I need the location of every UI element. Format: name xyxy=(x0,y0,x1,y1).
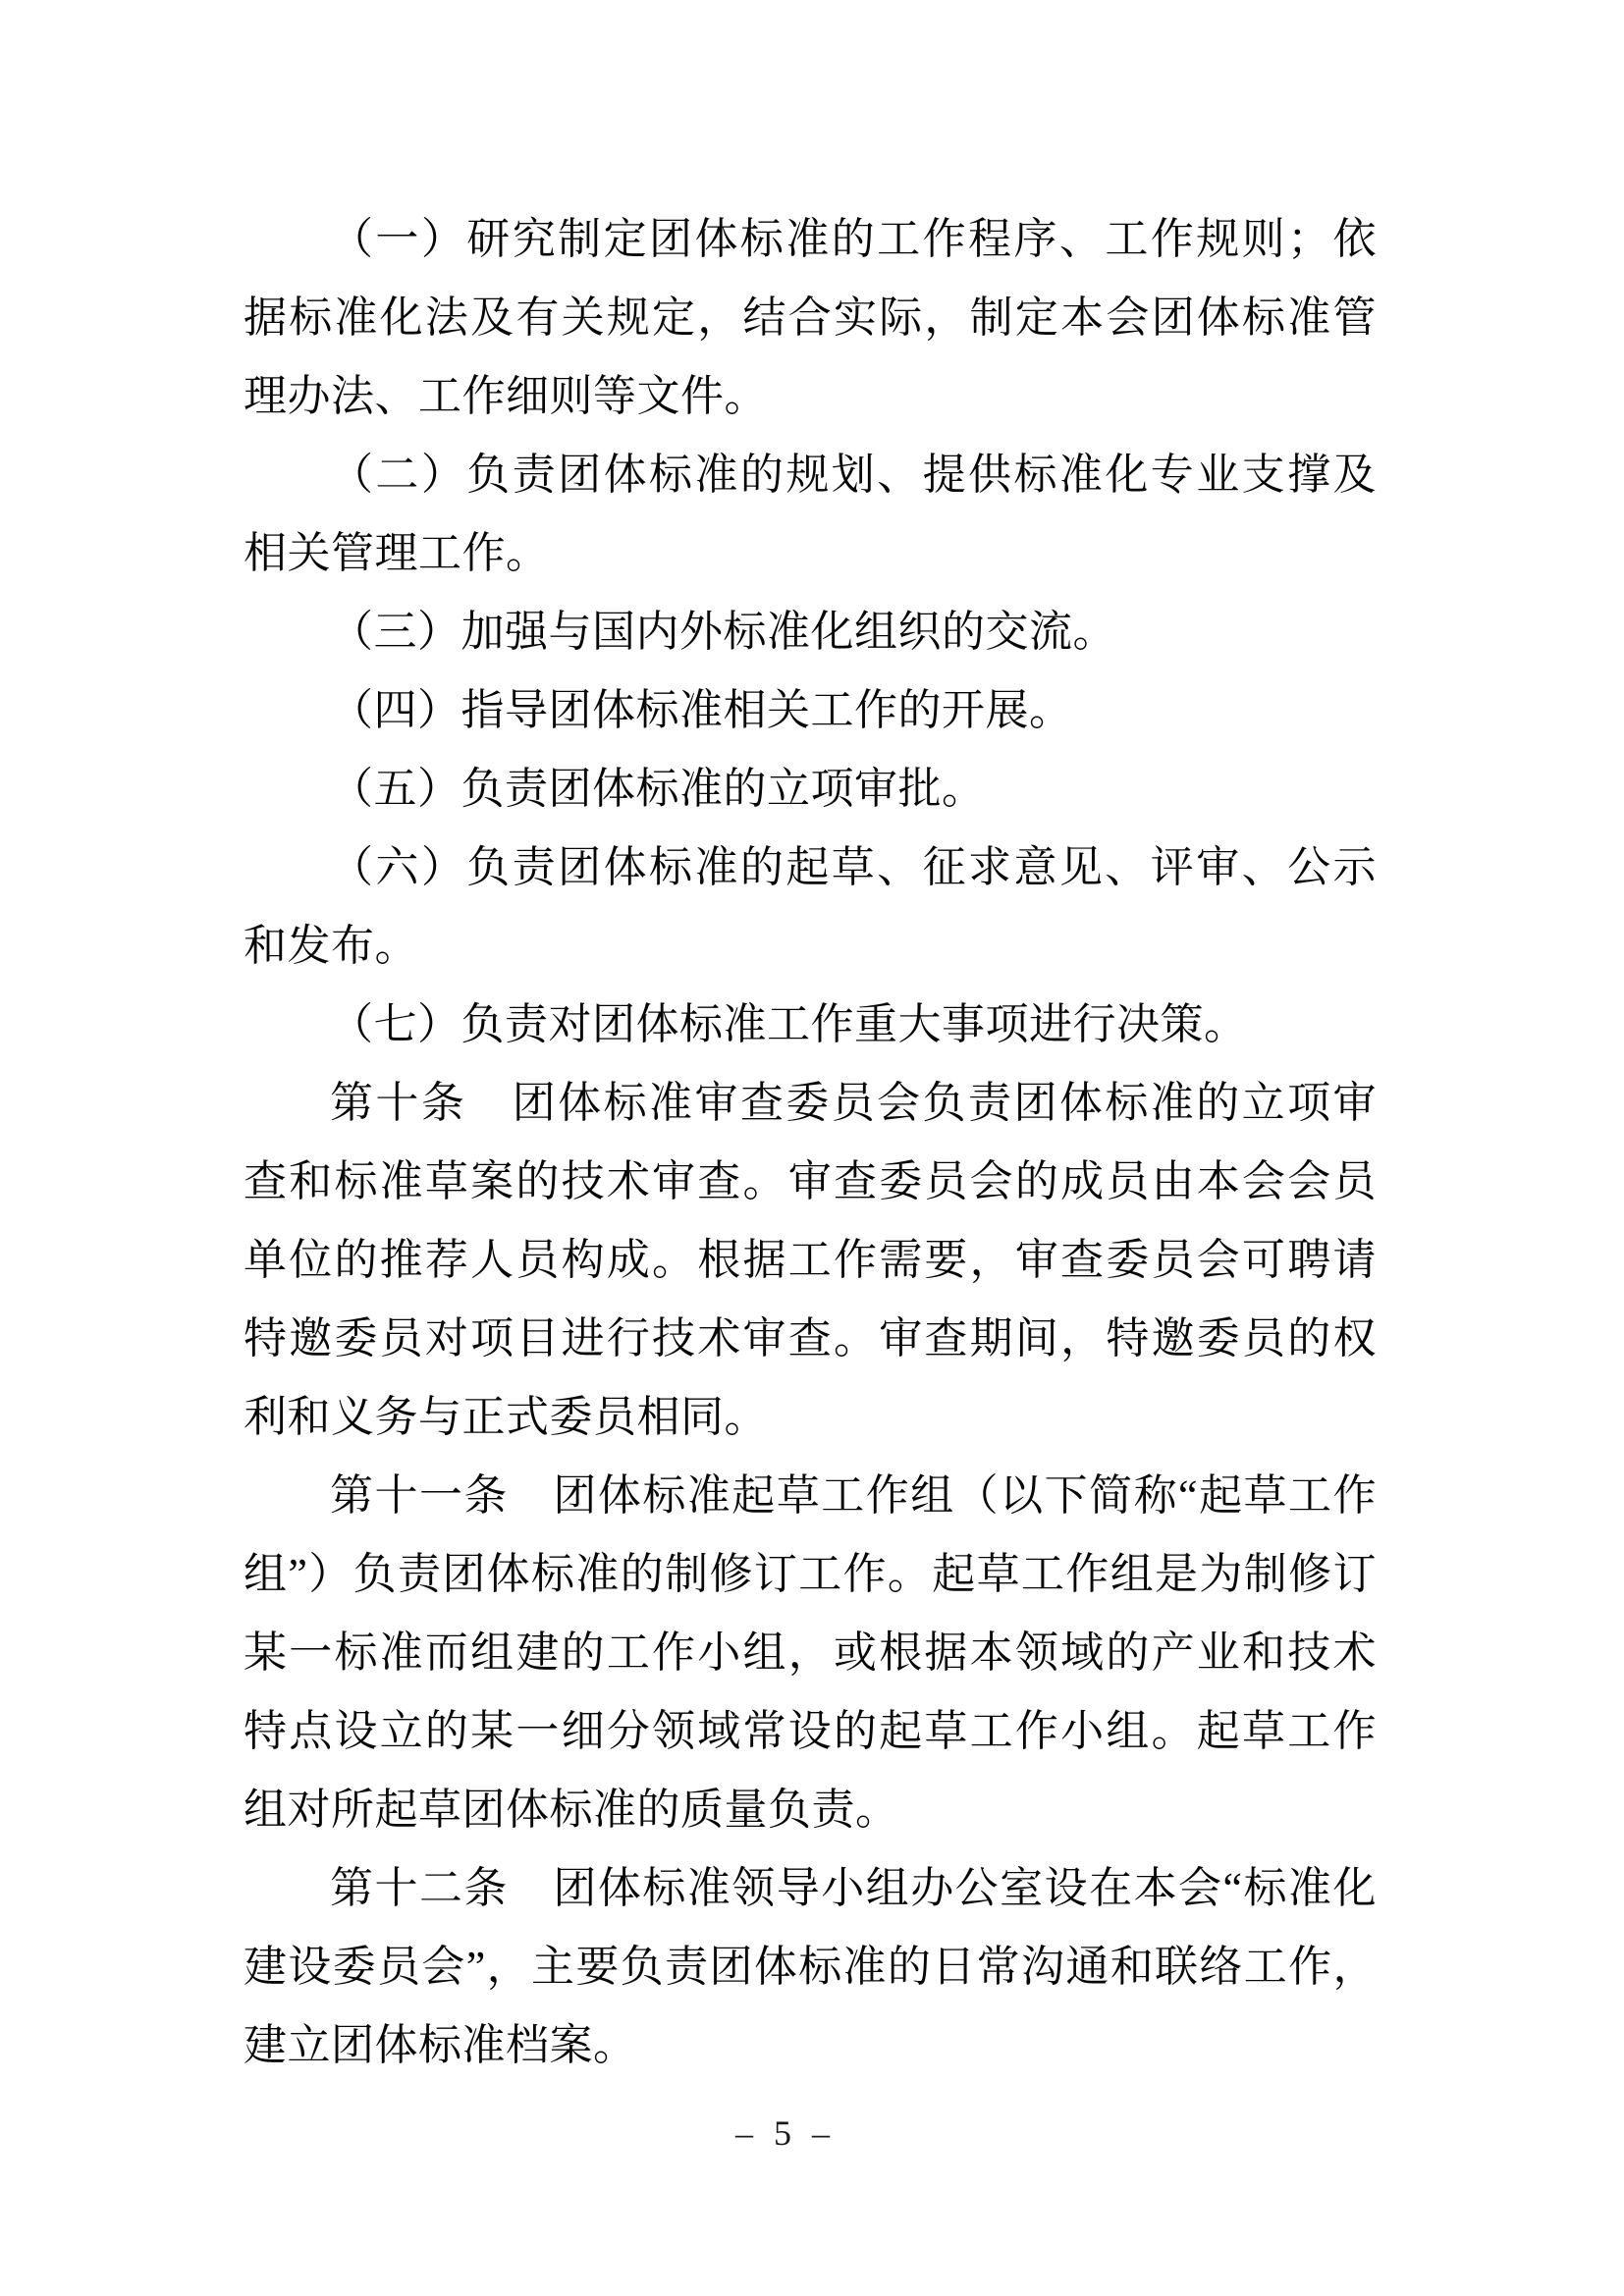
document-body xyxy=(244,200,1377,2085)
paragraph-article-11: 第十一条 团体标准起草工作组（以下简称“起草工作组”）负责团体标准的制修订工作。起草工作组是为制修订某一标准而组建的工作小组，或根据本领域的产业和技术特点设立的某一细分领域常设的起草工作小组。起草工作组对所起草团体标准的质量负责。 xyxy=(244,1471,1377,1834)
paragraph-item-1: （一）研究制定团体标准的工作程序、工作规则；依据标准化法及有关规定，结合实际，制定本会团体标准管理办法、工作细则等文件。 xyxy=(244,215,1377,420)
paragraph-item-6: （六）负责团体标准的起草、征求意见、评审、公示和发布。 xyxy=(244,843,1377,970)
paragraph-item-3: （三）加强与国内外标准化组织的交流。 xyxy=(330,608,1116,656)
paragraph-article-12: 第十二条 团体标准领导小组办公室设在本会“标准化建设委员会”，主要负责团体标准的日常沟通和联络工作，建立团体标准档案。 xyxy=(244,1864,1377,2069)
page-number: – 5 – xyxy=(735,2113,836,2153)
paragraph-item-2: （二）负责团体标准的规划、提供标准化专业支撑及相关管理工作。 xyxy=(244,451,1377,577)
paragraph-item-7: （七）负责对团体标准工作重大事项进行决策。 xyxy=(330,1000,1248,1048)
paragraph-item-4: （四）指导团体标准相关工作的开展。 xyxy=(330,686,1073,734)
paragraph-item-5: （五）负责团体标准的立项审批。 xyxy=(330,765,986,813)
paragraph-article-10: 第十条 团体标准审查委员会负责团体标准的立项审查和标准草案的技术审查。审查委员会的成员由本会会员单位的推荐人员构成。根据工作需要，审查委员会可聘请特邀委员对项目进行技术审查。审查期间，特邀委员的权利和义务与正式委员相同。 xyxy=(244,1079,1377,1441)
